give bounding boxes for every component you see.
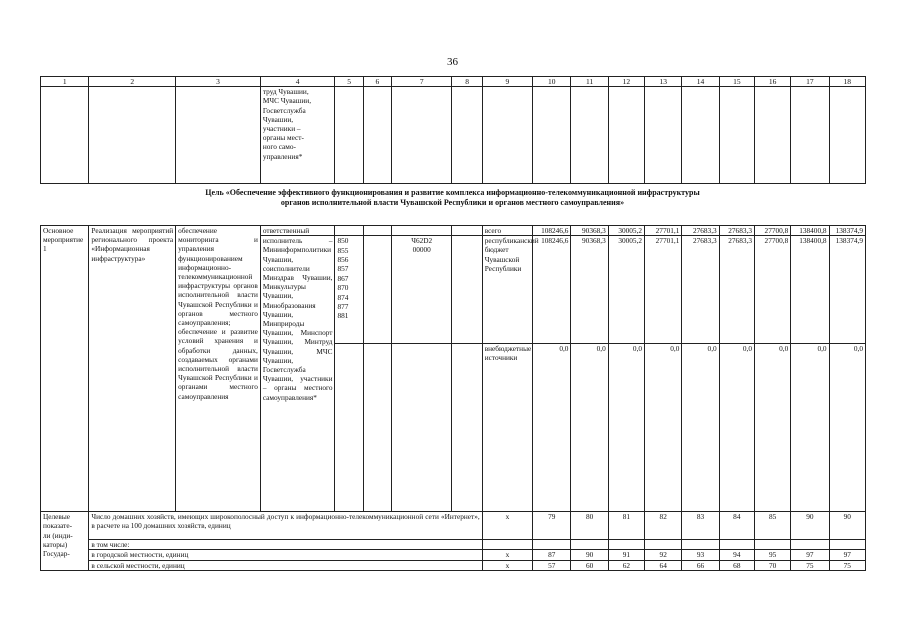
indicator-row: [41, 560, 866, 570]
responsible-top: ответственный: [260, 226, 335, 236]
value-cell: 138400,8: [791, 226, 829, 236]
grbs-code: 877: [337, 302, 349, 312]
column-number: 12: [608, 77, 644, 87]
value-cell: 108246,6: [533, 236, 571, 344]
value-cell: 87: [533, 550, 571, 560]
grbs-code: 850: [337, 236, 349, 246]
grbs-code: 856: [337, 255, 349, 265]
value-cell: 30005,2: [608, 236, 644, 344]
indicator-row: [41, 512, 866, 540]
indicators-label-line: ли (инди-: [43, 530, 73, 540]
value-cell: 0,0: [719, 344, 754, 512]
column-number: 4: [260, 77, 335, 87]
value-cell: 27683,3: [719, 236, 754, 344]
continuation-line: Госветслужба: [262, 105, 306, 115]
goal-line-2: органов исполнительной власти Чувашской Республики и органов местного самоуправления»: [280, 198, 625, 207]
event-table: [40, 225, 866, 571]
responsible: исполнитель – Мининформполитики Чувашии, соисполнители Минздрав Чувашии, Минкультуры Чувашии, Минобразования Чувашии, Минприроды Чувашии, Минспорт Чувашии, Минтруд Чувашии, МЧС Чувашии, Госветслужба Чувашии, участники – органы местного самоуправления*: [260, 236, 335, 512]
continuation-line: участники –: [262, 124, 301, 134]
indicator-unit: x: [482, 550, 532, 560]
indicators-label-line: показате-: [43, 521, 73, 531]
column-number: 1: [41, 77, 89, 87]
event-row-all: [41, 226, 866, 236]
grbs-code: 874: [337, 292, 349, 302]
value-cell: 80: [571, 512, 608, 540]
value-cell: 138374,9: [829, 236, 865, 344]
value-cell: 85: [754, 512, 790, 540]
value-cell: 0,0: [608, 344, 644, 512]
value-cell: 75: [829, 560, 865, 570]
column-number: 6: [363, 77, 391, 87]
value-cell: 90: [571, 550, 608, 560]
value-cell: 79: [533, 512, 571, 540]
continuation-line: Чувашии,: [262, 114, 294, 124]
grbs-code: 857: [337, 264, 349, 274]
value-cell: 90: [829, 512, 865, 540]
grbs-code: 855: [337, 245, 349, 255]
column-number: 5: [335, 77, 363, 87]
continuation-row: [41, 87, 866, 184]
goal-title: [40, 188, 865, 208]
value-cell: 27701,1: [645, 226, 682, 236]
value-cell: 91: [608, 550, 644, 560]
column-number: 18: [829, 77, 865, 87]
indicator-unit: x: [482, 512, 532, 540]
value-cell: 0,0: [682, 344, 719, 512]
value-cell: 94: [719, 550, 754, 560]
value-cell: 0,0: [791, 344, 829, 512]
column-number: 16: [754, 77, 790, 87]
value-cell: 62: [608, 560, 644, 570]
indicators-label-line: Государ-: [43, 549, 70, 559]
continuation-table: [40, 76, 866, 184]
value-cell: 66: [682, 560, 719, 570]
continuation-responsible: [260, 87, 335, 184]
value-cell: 57: [533, 560, 571, 570]
indicators-label-line: Целевые: [43, 512, 70, 522]
column-number: 14: [682, 77, 719, 87]
value-cell: 27683,3: [682, 226, 719, 236]
value-cell: 70: [754, 560, 790, 570]
continuation-line: органы мест-: [262, 133, 304, 143]
column-number: 9: [482, 77, 532, 87]
source-republic: республиканский бюджет Чувашской Республики: [482, 236, 532, 344]
value-cell: 83: [682, 512, 719, 540]
page-number: 36: [447, 56, 458, 68]
grbs-codes: [335, 236, 363, 344]
value-cell: 90368,3: [571, 226, 608, 236]
target-code: Ч62D2 00000: [391, 236, 452, 344]
value-cell: 68: [719, 560, 754, 570]
column-number: 7: [391, 77, 452, 87]
source-extrabudget: внебюджетные источники: [482, 344, 532, 512]
column-number: 2: [89, 77, 176, 87]
column-number: 3: [176, 77, 261, 87]
value-cell: 30005,2: [608, 226, 644, 236]
event-status: Основное мероприятие 1: [41, 226, 89, 512]
value-cell: 0,0: [829, 344, 865, 512]
value-cell: 27683,3: [682, 236, 719, 344]
value-cell: 97: [829, 550, 865, 560]
indicator-text: в том числе:: [89, 540, 482, 550]
column-number: 10: [533, 77, 571, 87]
value-cell: 27700,8: [754, 236, 790, 344]
continuation-line: МЧС Чувашии,: [262, 96, 312, 106]
value-cell: 84: [719, 512, 754, 540]
column-number-row: [41, 77, 866, 87]
column-number: 13: [645, 77, 682, 87]
value-cell: 95: [754, 550, 790, 560]
indicator-text: в городской местности, единиц: [89, 550, 482, 560]
value-cell: 93: [682, 550, 719, 560]
value-cell: 0,0: [571, 344, 608, 512]
column-number: 15: [719, 77, 754, 87]
column-number: 11: [571, 77, 608, 87]
value-cell: 64: [645, 560, 682, 570]
source-all: всего: [482, 226, 532, 236]
value-cell: 90: [791, 512, 829, 540]
value-cell: 138400,8: [791, 236, 829, 344]
indicator-text: Число домашних хозяйств, имеющих широкополосный доступ к информационно-телекоммуникационной сети «Интернет», в расчете на 100 домашних хозяйств, единиц: [89, 512, 482, 540]
indicator-text: в сельской местности, единиц: [89, 560, 482, 570]
value-cell: 27701,1: [645, 236, 682, 344]
column-number: 17: [791, 77, 829, 87]
grbs-code: 867: [337, 273, 349, 283]
indicators-label-line: каторы): [43, 539, 68, 549]
grbs-code: 881: [337, 311, 349, 321]
value-cell: 75: [791, 560, 829, 570]
value-cell: 27700,8: [754, 226, 790, 236]
goal-line-1: Цель «Обеспечение эффективного функционирования и развитие комплекса информационно-телекоммуникационной инфраструктуры: [205, 188, 700, 197]
value-cell: 81: [608, 512, 644, 540]
value-cell: 82: [645, 512, 682, 540]
value-cell: 97: [791, 550, 829, 560]
indicator-row: [41, 550, 866, 560]
value-cell: 0,0: [533, 344, 571, 512]
value-cell: 108246,6: [533, 226, 571, 236]
value-cell: 90368,3: [571, 236, 608, 344]
grbs-code: 870: [337, 283, 349, 293]
event-description: обеспечение мониторинга и управления функционированием информационно-телекоммуникационной инфраструктуры органов исполнительной власти Чувашской Республики и органов местного самоуправления; обеспечение и развитие условий хранения и обработки данных, создаваемых органами исполнительной власти Чувашской Республики и органами местного самоуправления: [176, 226, 261, 512]
column-number: 8: [452, 77, 482, 87]
value-cell: 138374,9: [829, 226, 865, 236]
continuation-line: труд Чувашии,: [262, 87, 309, 97]
value-cell: 27683,3: [719, 226, 754, 236]
indicator-row: [41, 540, 866, 550]
value-cell: 0,0: [754, 344, 790, 512]
value-cell: 60: [571, 560, 608, 570]
indicator-unit: x: [482, 560, 532, 570]
value-cell: 92: [645, 550, 682, 560]
continuation-line: ного само-: [262, 142, 296, 152]
continuation-line: управления*: [262, 151, 303, 161]
indicators-label: [41, 512, 89, 571]
event-name: Реализация мероприятий регионального проекта «Информационная инфраструктура»: [89, 226, 176, 512]
value-cell: 0,0: [645, 344, 682, 512]
